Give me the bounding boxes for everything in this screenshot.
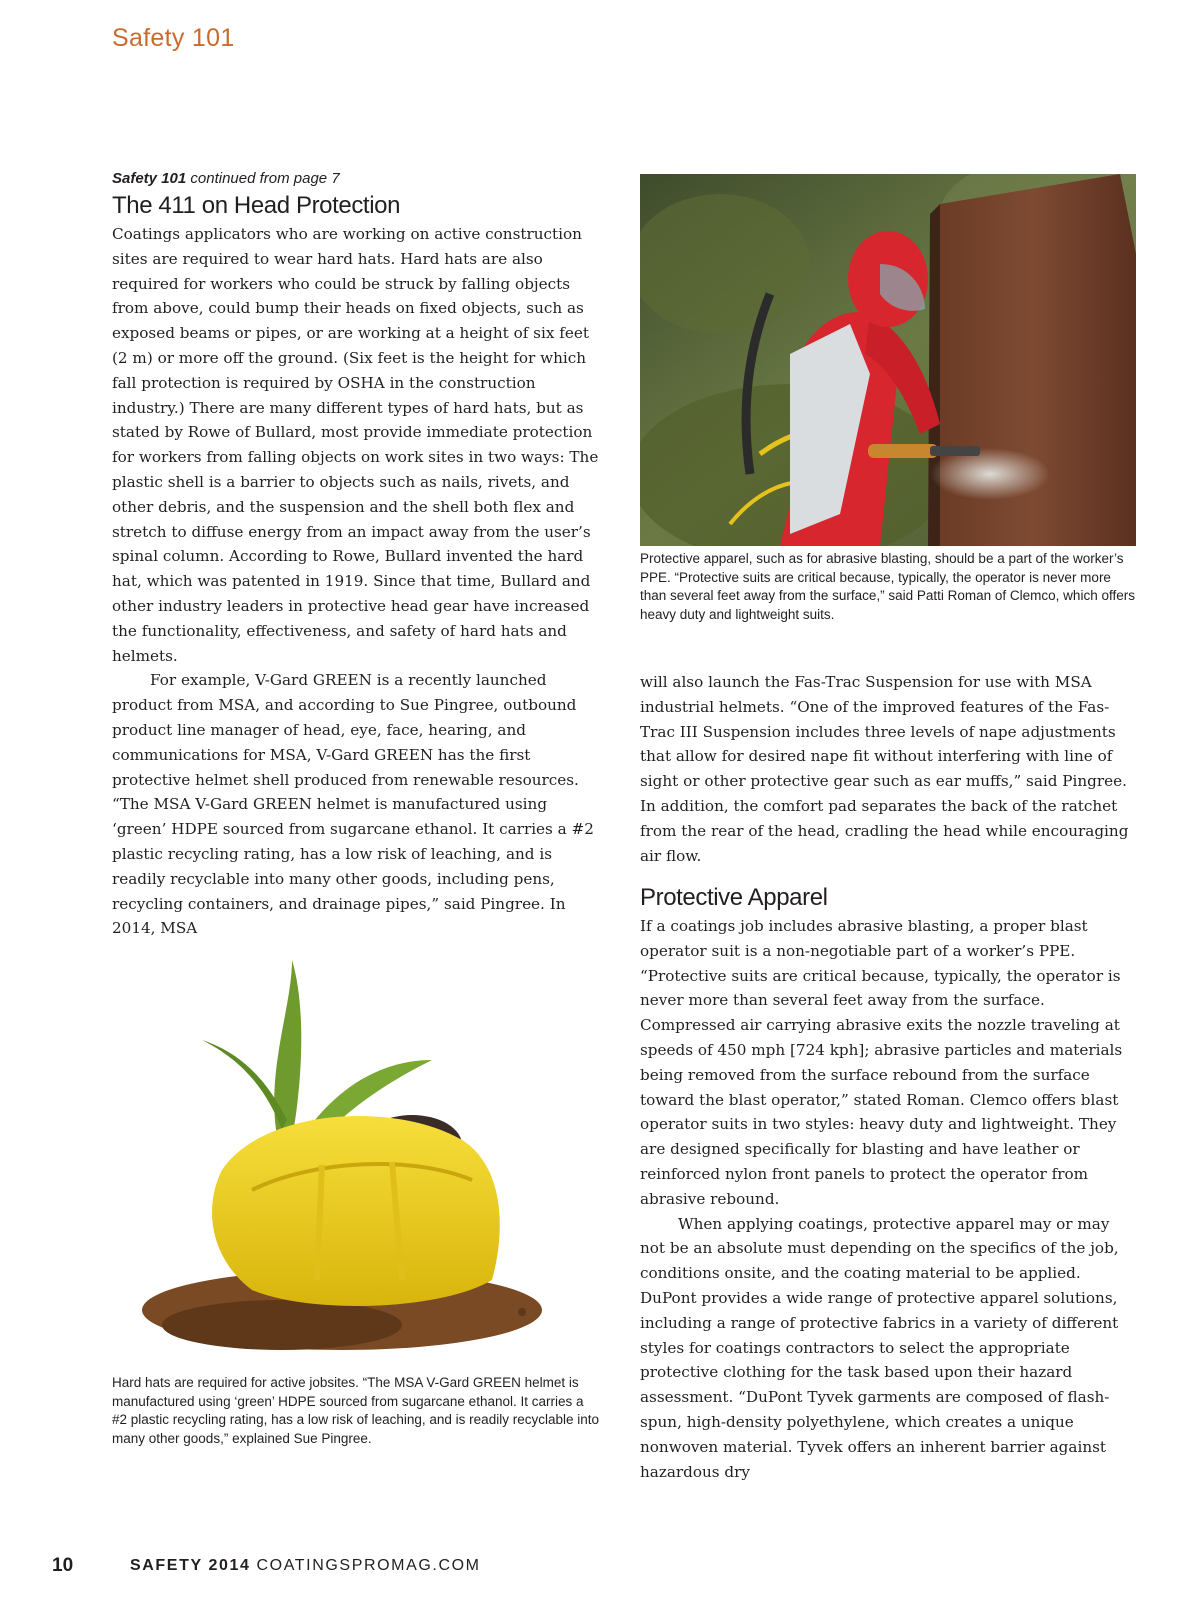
article-heading: Protective Apparel [640, 884, 828, 911]
blasting-caption-box [640, 550, 1135, 624]
article-protective-apparel [640, 884, 1135, 1484]
article-paragraph: When applying coatings, protective apparel may or may not be an absolute must depending on the specifics of the job, conditions onsite, and the coating material to be applied. DuPont provides a wide range of protective apparel solutions, including a range of protective fabrics in a variety of different styles for coatings contractors to select the appropriate protective clothing for the task based upon their hazard assessment. “DuPont Tyvek garments are composed of flash-spun, high-density polyethylene, which creates a unique nonwoven material. Tyvek offers an inherent barrier against hazardous dry [640, 1214, 1119, 1481]
issue-name: SAFETY 2014 [130, 1557, 251, 1574]
continued-label: Safety 101 [112, 170, 187, 187]
hard-hat-plant-image [112, 940, 602, 1365]
hardhat-caption-box [112, 1374, 602, 1448]
abrasive-blasting-photo [640, 174, 1136, 546]
article-heading: The 411 on Head Protection [112, 192, 401, 219]
article-paragraph: will also launch the Fas-Trac Suspension for use with MSA industrial helmets. “One of the improved features of the Fas-Trac III Suspension includes three levels of nape adjustments that allow for desired nape fit without interfering with line of sight or other protective gear such as ear muffs,” said Pingree. In addition, the comfort pad separates the back of the ratchet from the rear of the head, cradling the head while encouraging air flow. [640, 673, 1129, 865]
section-header: Safety 101 [112, 24, 235, 52]
article-paragraph: If a coatings job includes abrasive blasting, a proper blast operator suit is a non-negotiable part of a worker’s PPE. “Protective suits are critical because, typically, the operator is never more than several feet away from the surface. Compressed air carrying abrasive exits the nozzle traveling at speeds of 450 mph [724 kph]; abrasive particles and materials being removed from the surface rebound from the surface toward the blast operator,” stated Roman. Clemco offers blast operator suits in two styles: heavy duty and lightweight. They are designed specifically for blasting and have leather or reinforced nylon front panels to protect the operator from abrasive rebound. [640, 917, 1123, 1208]
site-url: COATINGSPROMAG.COM [256, 1557, 481, 1574]
article-paragraph: Coatings applicators who are working on active construction sites are required to wear hard hats. Hard hats are also required for workers who could be struck by falling objects from above, could bump their heads on fixed objects, such as exposed beams or pipes, or are working at a height of six feet (2 m) or more off the ground. (Six feet is the height for which fall protection is required by OSHA in the construction industry.) There are many different types of hard hats, but as stated by Rowe of Bullard, most provide immediate protection for workers from falling objects on work sites in two ways: The plastic shell is a barrier to objects such as nails, rivets, and other debris, and the suspension and the shell both flex and stretch to diffuse energy from an impact away from the user’s spinal column. According to Rowe, Bullard invented the hard hat, which was patented in 1919. Since that time, Bullard and other industry leaders in protective head gear have increased the functionality, effectiveness, and safety of hard hats and helmets. [112, 225, 599, 665]
image-caption: Hard hats are required for active jobsites. “The MSA V-Gard GREEN helmet is manufactured using ‘green’ HDPE sourced from sugarcane ethanol. It carries a #2 plastic recycling rating, has a low risk of leaching, and is readily recyclable into many other goods,” explained Sue Pingree. [112, 1375, 599, 1446]
article-head-protection-continued [640, 670, 1135, 868]
article-paragraph: For example, V-Gard GREEN is a recently launched product from MSA, and according to Sue Pingree, outbound product line manager of head, eye, face, hearing, and communications for MSA, V-Gard GREEN has the first protective helmet shell produced from renewable resources. “The MSA V-Gard GREEN helmet is manufactured using ‘green’ HDPE sourced from sugarcane ethanol. It carries a #2 plastic recycling rating, has a low risk of leaching, and is readily recyclable into many other goods, including pens, recycling containers, and drainage pipes,” said Pingree. In 2014, MSA [112, 671, 594, 938]
page-number: 10 [52, 1555, 74, 1576]
photo-caption: Protective apparel, such as for abrasive blasting, should be a part of the worker’s PPE. “Protective suits are critical because, typically, the operator is never more than several feet away from the surface,” said Patti Roman of Clemco, which offers heavy duty and lightweight suits. [640, 551, 1135, 622]
continued-note [112, 170, 340, 187]
footer-issue [130, 1557, 481, 1575]
continued-text: continued from page 7 [190, 170, 340, 187]
article-head-protection [112, 192, 602, 941]
